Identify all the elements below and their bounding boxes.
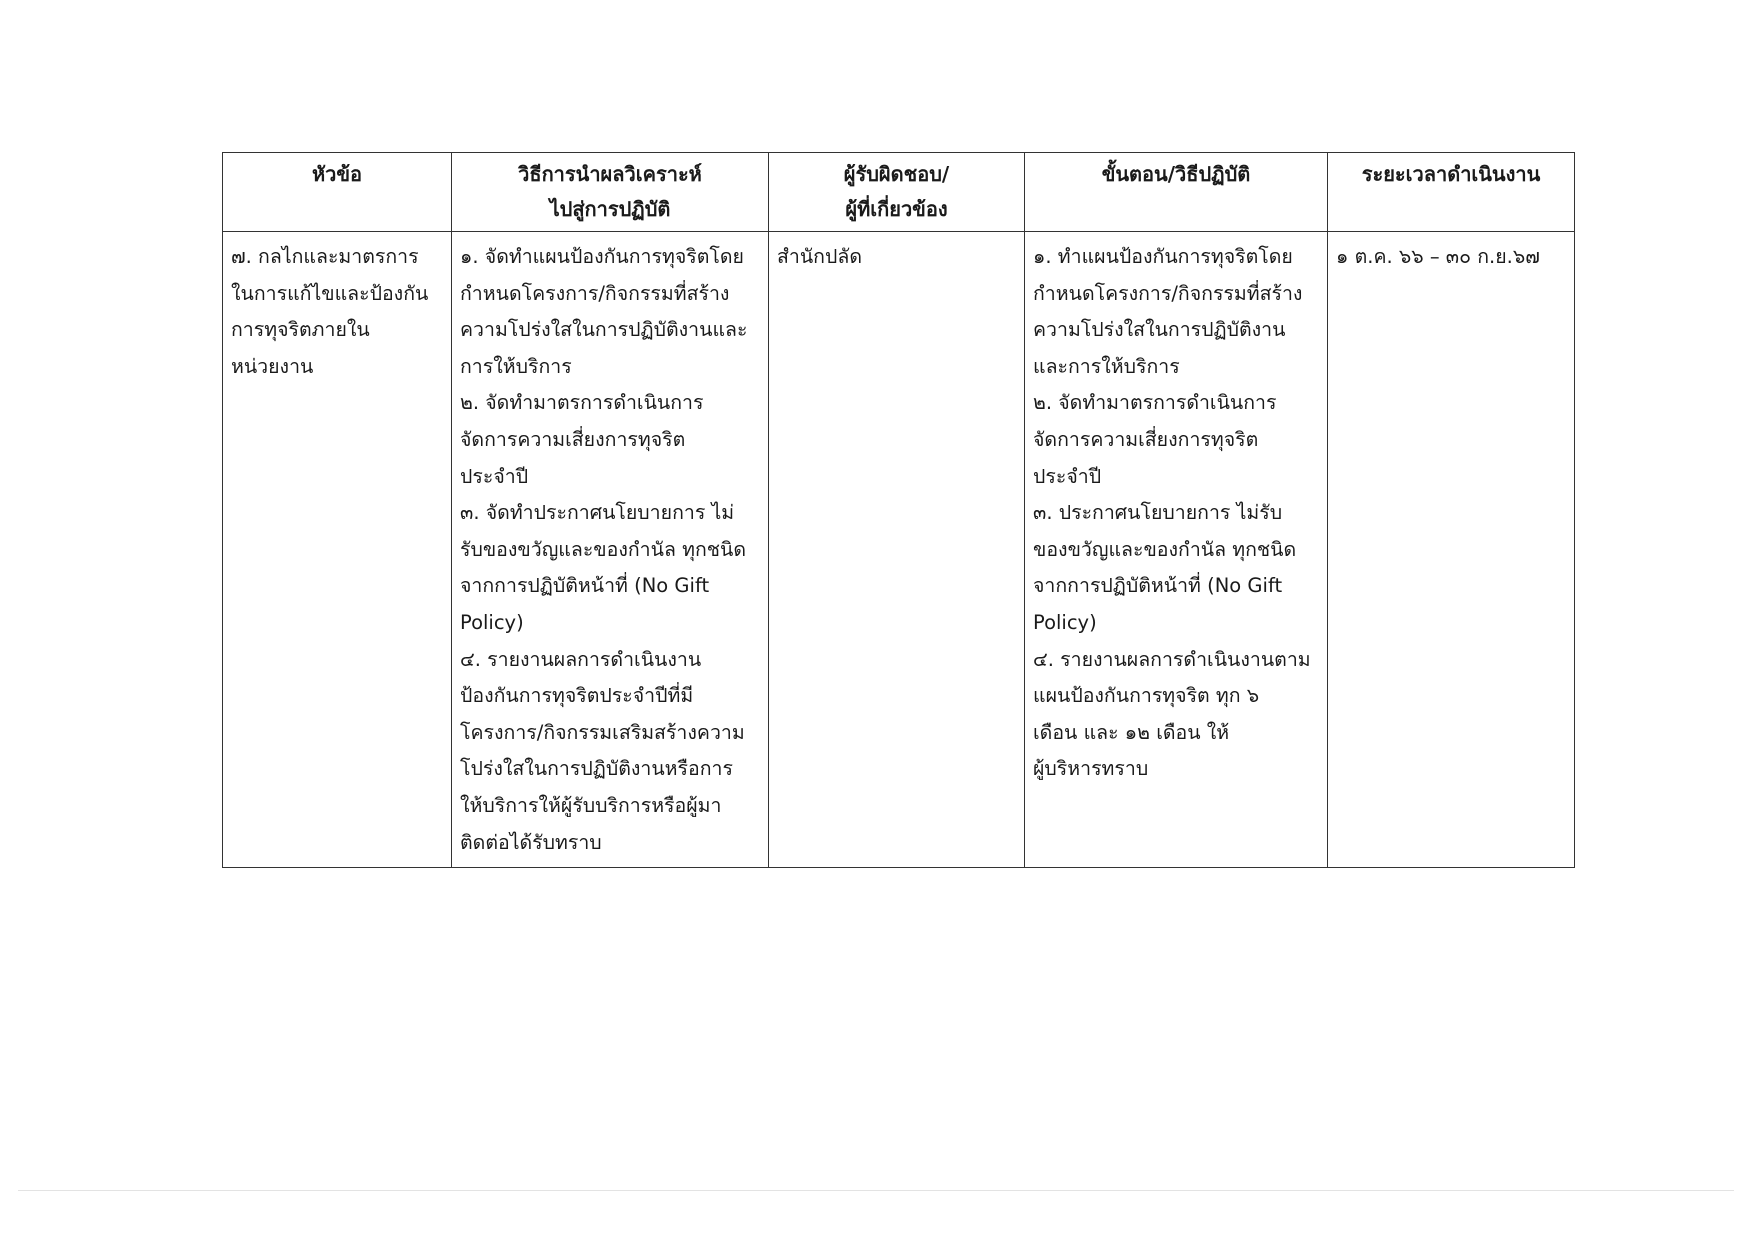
cell-line: ป้องกันการทุจริตประจำปีที่มี [460, 684, 694, 708]
cell-line: จัดการความเสี่ยงการทุจริต [460, 427, 686, 451]
header-method: วิธีการนำผลวิเคราะห์ ไปสู่การปฏิบัติ [452, 153, 769, 232]
page-bottom-rule [18, 1190, 1734, 1191]
cell-line: กำหนดโครงการ/กิจกรรมที่สร้าง [1033, 281, 1303, 305]
action-plan-table [222, 152, 1575, 868]
cell-method [452, 232, 769, 868]
cell-line: ความโปร่งใสในการปฏิบัติงานและ [460, 318, 748, 342]
cell-line: หน่วยงาน [231, 354, 314, 378]
cell-line: ๗. กลไกและมาตรการ [231, 245, 419, 268]
cell-line: ๑. ทำแผนป้องกันการทุจริตโดย [1033, 245, 1293, 268]
cell-line: ๓. จัดทำประกาศนโยบายการ ไม่ [460, 501, 735, 525]
cell-line: สำนักปลัด [777, 245, 862, 268]
cell-line: จากการปฏิบัติหน้าที่ (No Gift [1033, 574, 1283, 598]
cell-line: และการให้บริการ [1033, 354, 1180, 378]
cell-line: ๔. รายงานผลการดำเนินงานตาม [1033, 647, 1311, 671]
cell-line: จัดการความเสี่ยงการทุจริต [1033, 427, 1259, 451]
cell-line: โครงการ/กิจกรรมเสริมสร้างความ [460, 720, 745, 744]
header-duration: ระยะเวลาดำเนินงาน [1328, 153, 1575, 232]
cell-line: ๑ ต.ค. ๖๖ – ๓๐ ก.ย.๖๗ [1336, 245, 1540, 268]
cell-line: ของขวัญและของกำนัล ทุกชนิด [1033, 537, 1297, 561]
cell-line: ติดต่อได้รับทราบ [460, 830, 602, 854]
cell-line: การให้บริการ [460, 354, 572, 378]
cell-topic [223, 232, 452, 868]
cell-line: ประจำปี [460, 464, 529, 488]
header-responsible: ผู้รับผิดชอบ/ ผู้ที่เกี่ยวข้อง [769, 153, 1025, 232]
cell-line: ๒. จัดทำมาตรการดำเนินการ [1033, 391, 1277, 415]
cell-line: จากการปฏิบัติหน้าที่ (No Gift [460, 574, 710, 598]
header-procedure: ขั้นตอน/วิธีปฏิบัติ [1025, 153, 1328, 232]
cell-line: Policy) [1033, 610, 1097, 634]
cell-line: ประจำปี [1033, 464, 1102, 488]
cell-responsible [769, 232, 1025, 868]
cell-line: เดือน และ ๑๒ เดือน ให้ [1033, 720, 1230, 744]
cell-line: ในการแก้ไขและป้องกัน [231, 281, 429, 305]
cell-line: ๔. รายงานผลการดำเนินงาน [460, 647, 702, 671]
cell-line: การทุจริตภายใน [231, 318, 370, 342]
cell-line: กำหนดโครงการ/กิจกรรมที่สร้าง [460, 281, 730, 305]
table-row [223, 232, 1575, 868]
cell-line: แผนป้องกันการทุจริต ทุก ๖ [1033, 684, 1260, 708]
header-topic: หัวข้อ [223, 153, 452, 232]
table-header-row [223, 153, 1575, 232]
cell-line: Policy) [460, 610, 524, 634]
cell-line: ๒. จัดทำมาตรการดำเนินการ [460, 391, 704, 415]
cell-duration [1328, 232, 1575, 868]
cell-line: ๓. ประกาศนโยบายการ ไม่รับ [1033, 501, 1283, 525]
cell-line: โปร่งใสในการปฏิบัติงานหรือการ [460, 757, 733, 781]
cell-line: รับของขวัญและของกำนัล ทุกชนิด [460, 537, 746, 561]
cell-line: ให้บริการให้ผู้รับบริการหรือผู้มา [460, 793, 722, 817]
cell-line: ๑. จัดทำแผนป้องกันการทุจริตโดย [460, 245, 744, 268]
cell-line: ผู้บริหารทราบ [1033, 757, 1149, 781]
cell-procedure [1025, 232, 1328, 868]
cell-line: ความโปร่งใสในการปฏิบัติงาน [1033, 318, 1286, 342]
